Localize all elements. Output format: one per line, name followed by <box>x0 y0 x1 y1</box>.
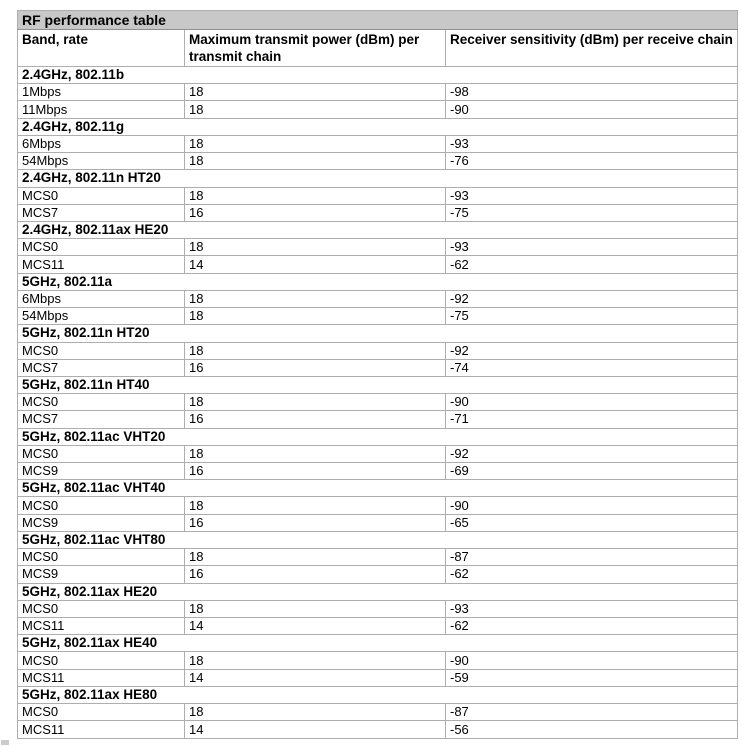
table-row <box>18 411 738 428</box>
table-row <box>18 135 738 152</box>
section-row <box>18 583 738 600</box>
section-row <box>18 428 738 445</box>
rx-sensitivity-cell: -56 <box>446 721 738 739</box>
tx-power-cell: 16 <box>185 566 446 583</box>
section-row <box>18 686 738 703</box>
tx-power-cell: 18 <box>185 290 446 307</box>
rx-sensitivity-cell: -98 <box>446 84 738 101</box>
table-row <box>18 600 738 617</box>
tx-power-cell: 14 <box>185 618 446 635</box>
rate-cell: MCS9 <box>18 463 185 480</box>
rate-cell: 6Mbps <box>18 290 185 307</box>
section-row <box>18 67 738 84</box>
rate-cell: 1Mbps <box>18 84 185 101</box>
rx-sensitivity-cell: -62 <box>446 566 738 583</box>
rx-sensitivity-cell: -74 <box>446 359 738 376</box>
table-row <box>18 290 738 307</box>
section-row <box>18 273 738 290</box>
tx-power-cell: 18 <box>185 187 446 204</box>
section-label: 5GHz, 802.11ac VHT40 <box>18 480 738 497</box>
rate-cell: 54Mbps <box>18 308 185 325</box>
table-title-row <box>18 11 738 30</box>
rx-sensitivity-cell: -76 <box>446 153 738 170</box>
table-row <box>18 308 738 325</box>
section-label: 5GHz, 802.11ac VHT80 <box>18 531 738 548</box>
tx-power-cell: 16 <box>185 204 446 221</box>
table-row <box>18 618 738 635</box>
rx-sensitivity-cell: -93 <box>446 600 738 617</box>
section-label: 5GHz, 802.11ax HE80 <box>18 686 738 703</box>
section-row <box>18 531 738 548</box>
rx-sensitivity-cell: -59 <box>446 669 738 686</box>
table-row <box>18 256 738 273</box>
rate-cell: MCS0 <box>18 394 185 411</box>
rx-sensitivity-cell: -69 <box>446 463 738 480</box>
section-label: 5GHz, 802.11ax HE40 <box>18 635 738 652</box>
rx-sensitivity-cell: -75 <box>446 308 738 325</box>
tx-power-cell: 16 <box>185 463 446 480</box>
tx-power-cell: 18 <box>185 704 446 721</box>
section-row <box>18 376 738 393</box>
table-row <box>18 721 738 739</box>
section-label: 5GHz, 802.11n HT40 <box>18 376 738 393</box>
rx-sensitivity-cell: -87 <box>446 549 738 566</box>
section-label: 5GHz, 802.11ax HE20 <box>18 583 738 600</box>
tx-power-cell: 14 <box>185 256 446 273</box>
table-title: RF performance table <box>18 11 738 30</box>
rate-cell: MCS9 <box>18 566 185 583</box>
rx-sensitivity-cell: -93 <box>446 135 738 152</box>
rx-sensitivity-cell: -90 <box>446 652 738 669</box>
rate-cell: 54Mbps <box>18 153 185 170</box>
tx-power-cell: 18 <box>185 497 446 514</box>
rx-sensitivity-cell: -92 <box>446 290 738 307</box>
col-header-band-rate: Band, rate <box>18 30 185 67</box>
table-row <box>18 153 738 170</box>
rx-sensitivity-cell: -90 <box>446 394 738 411</box>
rate-cell: MCS11 <box>18 669 185 686</box>
section-label: 2.4GHz, 802.11g <box>18 118 738 135</box>
rx-sensitivity-cell: -93 <box>446 187 738 204</box>
table-header-row <box>18 30 738 67</box>
section-label: 5GHz, 802.11a <box>18 273 738 290</box>
rf-performance-table <box>17 10 738 739</box>
table-row <box>18 101 738 118</box>
rate-cell: MCS0 <box>18 549 185 566</box>
table-row <box>18 514 738 531</box>
section-row <box>18 635 738 652</box>
rf-performance-table-container <box>17 10 738 739</box>
rate-cell: 11Mbps <box>18 101 185 118</box>
table-row <box>18 497 738 514</box>
table-row <box>18 84 738 101</box>
tx-power-cell: 18 <box>185 308 446 325</box>
table-row <box>18 394 738 411</box>
tx-power-cell: 18 <box>185 153 446 170</box>
rate-cell: MCS0 <box>18 704 185 721</box>
tx-power-cell: 18 <box>185 652 446 669</box>
section-row <box>18 118 738 135</box>
rx-sensitivity-cell: -90 <box>446 101 738 118</box>
screen-artifact <box>1 740 9 745</box>
section-label: 2.4GHz, 802.11n HT20 <box>18 170 738 187</box>
rx-sensitivity-cell: -90 <box>446 497 738 514</box>
tx-power-cell: 18 <box>185 135 446 152</box>
tx-power-cell: 18 <box>185 445 446 462</box>
rx-sensitivity-cell: -75 <box>446 204 738 221</box>
rate-cell: MCS0 <box>18 445 185 462</box>
tx-power-cell: 18 <box>185 239 446 256</box>
col-header-rx-sensitivity: Receiver sensitivity (dBm) per receive chain <box>446 30 738 67</box>
rate-cell: MCS0 <box>18 239 185 256</box>
section-label: 5GHz, 802.11n HT20 <box>18 325 738 342</box>
table-row <box>18 239 738 256</box>
rate-cell: MCS0 <box>18 187 185 204</box>
table-row <box>18 652 738 669</box>
table-row <box>18 566 738 583</box>
section-row <box>18 221 738 238</box>
section-label: 2.4GHz, 802.11b <box>18 67 738 84</box>
rx-sensitivity-cell: -62 <box>446 618 738 635</box>
tx-power-cell: 18 <box>185 600 446 617</box>
col-header-tx-power: Maximum transmit power (dBm) per transmit chain <box>185 30 446 67</box>
tx-power-cell: 14 <box>185 669 446 686</box>
section-row <box>18 170 738 187</box>
rate-cell: MCS7 <box>18 359 185 376</box>
rx-sensitivity-cell: -62 <box>446 256 738 273</box>
rf-table-body <box>18 67 738 739</box>
rate-cell: MCS11 <box>18 721 185 739</box>
rate-cell: 6Mbps <box>18 135 185 152</box>
tx-power-cell: 16 <box>185 359 446 376</box>
table-row <box>18 463 738 480</box>
table-row <box>18 204 738 221</box>
tx-power-cell: 18 <box>185 394 446 411</box>
tx-power-cell: 18 <box>185 101 446 118</box>
rate-cell: MCS7 <box>18 204 185 221</box>
rx-sensitivity-cell: -92 <box>446 445 738 462</box>
section-row <box>18 325 738 342</box>
rx-sensitivity-cell: -87 <box>446 704 738 721</box>
section-label: 2.4GHz, 802.11ax HE20 <box>18 221 738 238</box>
tx-power-cell: 16 <box>185 514 446 531</box>
rate-cell: MCS0 <box>18 342 185 359</box>
rate-cell: MCS9 <box>18 514 185 531</box>
table-row <box>18 704 738 721</box>
rate-cell: MCS0 <box>18 600 185 617</box>
tx-power-cell: 18 <box>185 84 446 101</box>
rate-cell: MCS0 <box>18 652 185 669</box>
section-row <box>18 480 738 497</box>
table-row <box>18 549 738 566</box>
tx-power-cell: 18 <box>185 549 446 566</box>
rx-sensitivity-cell: -92 <box>446 342 738 359</box>
table-row <box>18 359 738 376</box>
table-row <box>18 342 738 359</box>
table-row <box>18 445 738 462</box>
tx-power-cell: 18 <box>185 342 446 359</box>
table-row <box>18 187 738 204</box>
rate-cell: MCS11 <box>18 256 185 273</box>
tx-power-cell: 16 <box>185 411 446 428</box>
table-row <box>18 669 738 686</box>
rx-sensitivity-cell: -93 <box>446 239 738 256</box>
section-label: 5GHz, 802.11ac VHT20 <box>18 428 738 445</box>
rate-cell: MCS0 <box>18 497 185 514</box>
rx-sensitivity-cell: -71 <box>446 411 738 428</box>
rate-cell: MCS7 <box>18 411 185 428</box>
tx-power-cell: 14 <box>185 721 446 739</box>
rx-sensitivity-cell: -65 <box>446 514 738 531</box>
rate-cell: MCS11 <box>18 618 185 635</box>
